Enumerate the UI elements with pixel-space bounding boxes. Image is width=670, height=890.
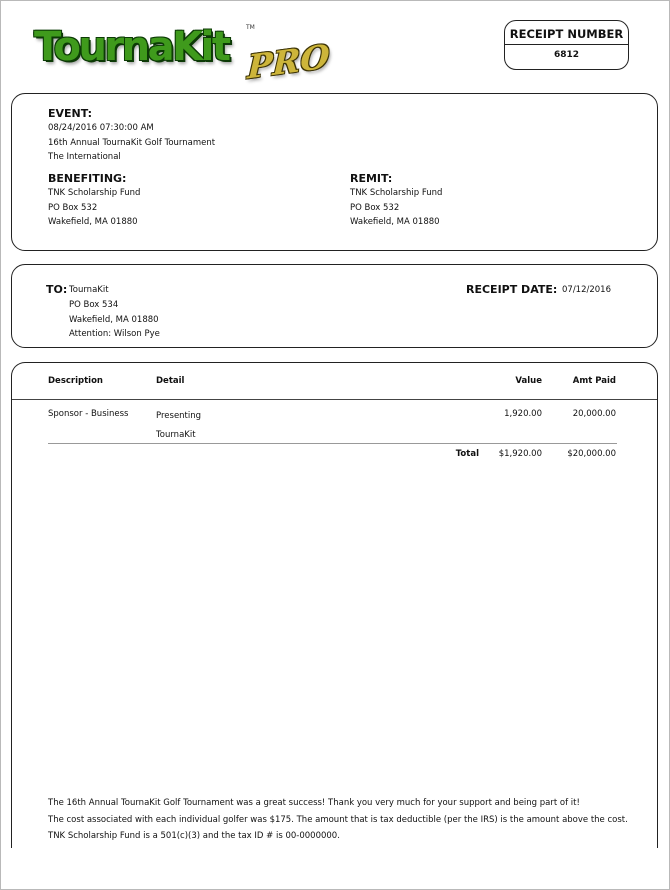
logo-trademark: TM [246,24,255,31]
total-value: $1,920.00 [498,449,542,459]
event-details [48,121,215,165]
event-venue: The International [48,152,121,162]
benefiting-address [48,186,140,230]
row-detail [156,407,201,445]
remit-street: PO Box 532 [350,202,400,213]
footer-line-taxid: TNK Scholarship Fund is a 501(c)(3) and the tax ID # is 00-0000000. [48,831,340,841]
row-detail-line-2: TournaKit [156,430,196,440]
row-value: 1,920.00 [504,409,542,419]
logo-main-text: TournaKit [34,24,229,70]
benefiting-city: Wakefield, MA 01880 [48,217,138,227]
total-label: Total [455,449,479,459]
footer-note [48,795,628,845]
benefiting-heading: BENEFITING: [48,172,127,185]
to-city: Wakefield, MA 01880 [69,314,159,325]
event-name: 16th Annual TournaKit Golf Tournament [48,137,216,148]
to-address [69,298,160,342]
row-description: Sponsor - Business [48,409,129,419]
total-divider [48,443,617,444]
event-panel [11,93,658,251]
footer-line-thanks: The 16th Annual TournaKit Golf Tournament was a great success! Thank you very much for your support and being part of it! [48,798,580,808]
receipt-date-label: RECEIPT DATE: [466,283,558,296]
total-amt-paid: $20,000.00 [567,449,616,459]
receipt-number-divider [505,44,628,45]
receipt-number-box [504,20,629,70]
tournakit-pro-logo [34,22,334,88]
to-attention: Attention: Wilson Pye [69,329,160,339]
event-datetime: 08/24/2016 07:30:00 AM [48,123,154,133]
benefiting-name: TNK Scholarship Fund [48,188,141,198]
receipt-date-value: 07/12/2016 [562,285,611,295]
receipt-number-label: RECEIPT NUMBER [509,27,624,41]
column-header-detail: Detail [156,376,185,386]
logo-pro-text: PRO [246,36,331,87]
benefiting-street: PO Box 532 [48,202,98,213]
table-row [12,407,657,443]
remit-address [350,186,442,230]
to-heading: TO: [46,283,68,296]
remit-heading: REMIT: [350,172,393,185]
row-detail-line-1: Presenting [156,411,202,421]
recipient-panel [11,264,658,348]
line-items-panel [11,362,658,848]
header-divider [12,399,657,400]
column-header-value: Value [515,376,542,386]
remit-name: TNK Scholarship Fund [350,188,443,198]
column-header-description: Description [48,376,103,386]
event-heading: EVENT: [48,107,93,120]
row-amt-paid: 20,000.00 [572,409,616,419]
receipt-number-value: 6812 [553,50,580,60]
to-street: PO Box 534 [69,300,119,310]
to-name: TournaKit [69,285,109,295]
column-header-amt-paid: Amt Paid [572,376,616,386]
footer-line-tax: The cost associated with each individual golfer was $175. The amount that is tax deductible (per the IRS) is the amount above the cost. [48,814,628,825]
remit-city: Wakefield, MA 01880 [350,217,440,227]
